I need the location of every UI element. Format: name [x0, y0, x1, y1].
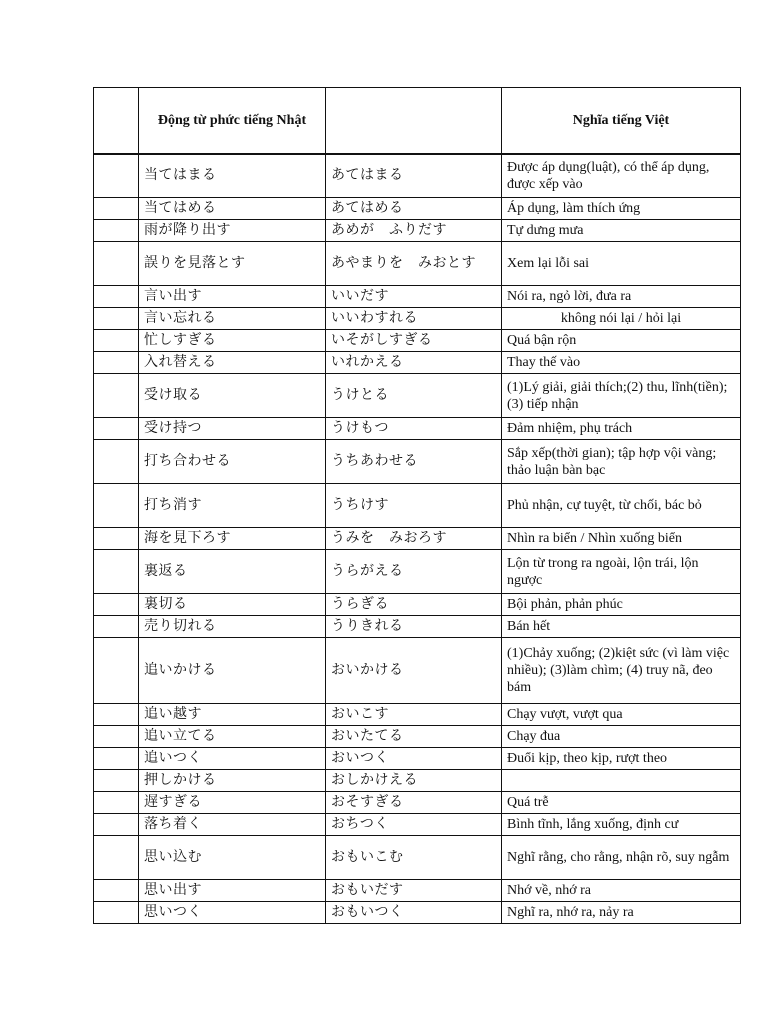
- meaning-cell: Được áp dụng(luật), có thể áp dụng, được xếp vào: [502, 154, 741, 198]
- table-row: [94, 638, 741, 704]
- kanji-cell: 打ち合わせる: [139, 440, 326, 484]
- header-row: [94, 88, 741, 154]
- table-row: [94, 528, 741, 550]
- meaning-cell: Tự dưng mưa: [502, 220, 741, 242]
- kanji-cell: 思いつく: [139, 902, 326, 924]
- row-index-cell: [94, 792, 139, 814]
- table-row: [94, 374, 741, 418]
- table-row: [94, 198, 741, 220]
- vocabulary-table: [93, 87, 741, 924]
- header-vietnamese-meaning: Nghĩa tiếng Việt: [502, 88, 741, 154]
- meaning-cell: (1)Lý giải, giải thích;(2) thu, lĩnh(tiền);(3) tiếp nhận: [502, 374, 741, 418]
- reading-cell: おもいだす: [326, 880, 502, 902]
- table-row: [94, 594, 741, 616]
- row-index-cell: [94, 220, 139, 242]
- reading-cell: うけとる: [326, 374, 502, 418]
- meaning-cell: Nghĩ ra, nhớ ra, nảy ra: [502, 902, 741, 924]
- reading-cell: いれかえる: [326, 352, 502, 374]
- reading-cell: おもいつく: [326, 902, 502, 924]
- kanji-cell: 受け持つ: [139, 418, 326, 440]
- kanji-cell: 落ち着く: [139, 814, 326, 836]
- meaning-cell: Thay thế vào: [502, 352, 741, 374]
- row-index-cell: [94, 616, 139, 638]
- meaning-cell: Phủ nhận, cự tuyệt, từ chối, bác bỏ: [502, 484, 741, 528]
- kanji-cell: 打ち消す: [139, 484, 326, 528]
- reading-cell: うりきれる: [326, 616, 502, 638]
- row-index-cell: [94, 484, 139, 528]
- row-index-cell: [94, 638, 139, 704]
- table-body: [94, 154, 741, 924]
- table-row: [94, 550, 741, 594]
- table-row: [94, 154, 741, 198]
- table-row: [94, 440, 741, 484]
- kanji-cell: 追い越す: [139, 704, 326, 726]
- meaning-cell: Nói ra, ngỏ lời, đưa ra: [502, 286, 741, 308]
- meaning-cell: Đảm nhiệm, phụ trách: [502, 418, 741, 440]
- kanji-cell: 入れ替える: [139, 352, 326, 374]
- reading-cell: うみを みおろす: [326, 528, 502, 550]
- row-index-cell: [94, 418, 139, 440]
- table-row: [94, 770, 741, 792]
- row-index-cell: [94, 242, 139, 286]
- table-row: [94, 792, 741, 814]
- kanji-cell: 売り切れる: [139, 616, 326, 638]
- kanji-cell: 押しかける: [139, 770, 326, 792]
- table-row: [94, 352, 741, 374]
- reading-cell: あやまりを みおとす: [326, 242, 502, 286]
- reading-cell: うらがえる: [326, 550, 502, 594]
- reading-cell: おいつく: [326, 748, 502, 770]
- table-row: [94, 330, 741, 352]
- meaning-cell: Quá trễ: [502, 792, 741, 814]
- meaning-cell: Lộn từ trong ra ngoài, lộn trái, lộn ngược: [502, 550, 741, 594]
- row-index-cell: [94, 352, 139, 374]
- row-index-cell: [94, 154, 139, 198]
- row-index-cell: [94, 550, 139, 594]
- row-index-cell: [94, 594, 139, 616]
- table-row: [94, 748, 741, 770]
- row-index-cell: [94, 836, 139, 880]
- row-index-cell: [94, 902, 139, 924]
- reading-cell: いそがしすぎる: [326, 330, 502, 352]
- table-row: [94, 902, 741, 924]
- reading-cell: うちけす: [326, 484, 502, 528]
- row-index-cell: [94, 440, 139, 484]
- kanji-cell: 裏返る: [139, 550, 326, 594]
- meaning-cell: Quá bận rộn: [502, 330, 741, 352]
- table-row: [94, 308, 741, 330]
- row-index-cell: [94, 880, 139, 902]
- reading-cell: あめが ふりだす: [326, 220, 502, 242]
- meaning-cell: Nghĩ rằng, cho rằng, nhận rõ, suy ngẫm: [502, 836, 741, 880]
- meaning-cell: không nói lại / hỏi lại: [502, 308, 741, 330]
- row-index-cell: [94, 770, 139, 792]
- header-empty-cell: [94, 88, 139, 154]
- kanji-cell: 追い立てる: [139, 726, 326, 748]
- meaning-cell: Áp dụng, làm thích ứng: [502, 198, 741, 220]
- row-index-cell: [94, 528, 139, 550]
- meaning-cell: Bội phản, phản phúc: [502, 594, 741, 616]
- table-row: [94, 286, 741, 308]
- reading-cell: おいこす: [326, 704, 502, 726]
- reading-cell: いいわすれる: [326, 308, 502, 330]
- row-index-cell: [94, 748, 139, 770]
- meaning-cell: Nhìn ra biển / Nhìn xuống biển: [502, 528, 741, 550]
- row-index-cell: [94, 704, 139, 726]
- meaning-cell: Bình tĩnh, lắng xuống, định cư: [502, 814, 741, 836]
- header-reading: [326, 88, 502, 154]
- meaning-cell: Nhớ về, nhớ ra: [502, 880, 741, 902]
- kanji-cell: 当てはまる: [139, 154, 326, 198]
- reading-cell: うけもつ: [326, 418, 502, 440]
- meaning-cell: Đuổi kịp, theo kịp, rượt theo: [502, 748, 741, 770]
- table-row: [94, 418, 741, 440]
- meaning-cell: Bán hết: [502, 616, 741, 638]
- kanji-cell: 言い出す: [139, 286, 326, 308]
- kanji-cell: 遅すぎる: [139, 792, 326, 814]
- meaning-cell: Sắp xếp(thời gian); tập hợp vội vàng; thảo luận bàn bạc: [502, 440, 741, 484]
- table-row: [94, 616, 741, 638]
- row-index-cell: [94, 330, 139, 352]
- table-row: [94, 814, 741, 836]
- kanji-cell: 追いかける: [139, 638, 326, 704]
- table-row: [94, 704, 741, 726]
- kanji-cell: 海を見下ろす: [139, 528, 326, 550]
- row-index-cell: [94, 374, 139, 418]
- meaning-cell: Xem lại lỗi sai: [502, 242, 741, 286]
- table-row: [94, 242, 741, 286]
- reading-cell: うちあわせる: [326, 440, 502, 484]
- row-index-cell: [94, 198, 139, 220]
- reading-cell: おいかける: [326, 638, 502, 704]
- table-row: [94, 836, 741, 880]
- kanji-cell: 言い忘れる: [139, 308, 326, 330]
- reading-cell: おちつく: [326, 814, 502, 836]
- row-index-cell: [94, 286, 139, 308]
- row-index-cell: [94, 726, 139, 748]
- reading-cell: おもいこむ: [326, 836, 502, 880]
- row-index-cell: [94, 308, 139, 330]
- reading-cell: おいたてる: [326, 726, 502, 748]
- table-row: [94, 484, 741, 528]
- meaning-cell: Chạy đua: [502, 726, 741, 748]
- kanji-cell: 追いつく: [139, 748, 326, 770]
- table-row: [94, 220, 741, 242]
- header-japanese-verb: Động từ phức tiếng Nhật: [139, 88, 326, 154]
- kanji-cell: 受け取る: [139, 374, 326, 418]
- kanji-cell: 誤りを見落とす: [139, 242, 326, 286]
- kanji-cell: 雨が降り出す: [139, 220, 326, 242]
- kanji-cell: 当てはめる: [139, 198, 326, 220]
- table-row: [94, 880, 741, 902]
- table-row: [94, 726, 741, 748]
- reading-cell: あてはまる: [326, 154, 502, 198]
- kanji-cell: 思い込む: [139, 836, 326, 880]
- meaning-cell: Chạy vượt, vượt qua: [502, 704, 741, 726]
- reading-cell: いいだす: [326, 286, 502, 308]
- kanji-cell: 忙しすぎる: [139, 330, 326, 352]
- kanji-cell: 思い出す: [139, 880, 326, 902]
- reading-cell: おしかけえる: [326, 770, 502, 792]
- meaning-cell: (1)Chảy xuống; (2)kiệt sức (vì làm việc nhiều); (3)làm chìm; (4) truy nã, đeo bám: [502, 638, 741, 704]
- reading-cell: うらぎる: [326, 594, 502, 616]
- kanji-cell: 裏切る: [139, 594, 326, 616]
- meaning-cell: [502, 770, 741, 792]
- reading-cell: おそすぎる: [326, 792, 502, 814]
- reading-cell: あてはめる: [326, 198, 502, 220]
- row-index-cell: [94, 814, 139, 836]
